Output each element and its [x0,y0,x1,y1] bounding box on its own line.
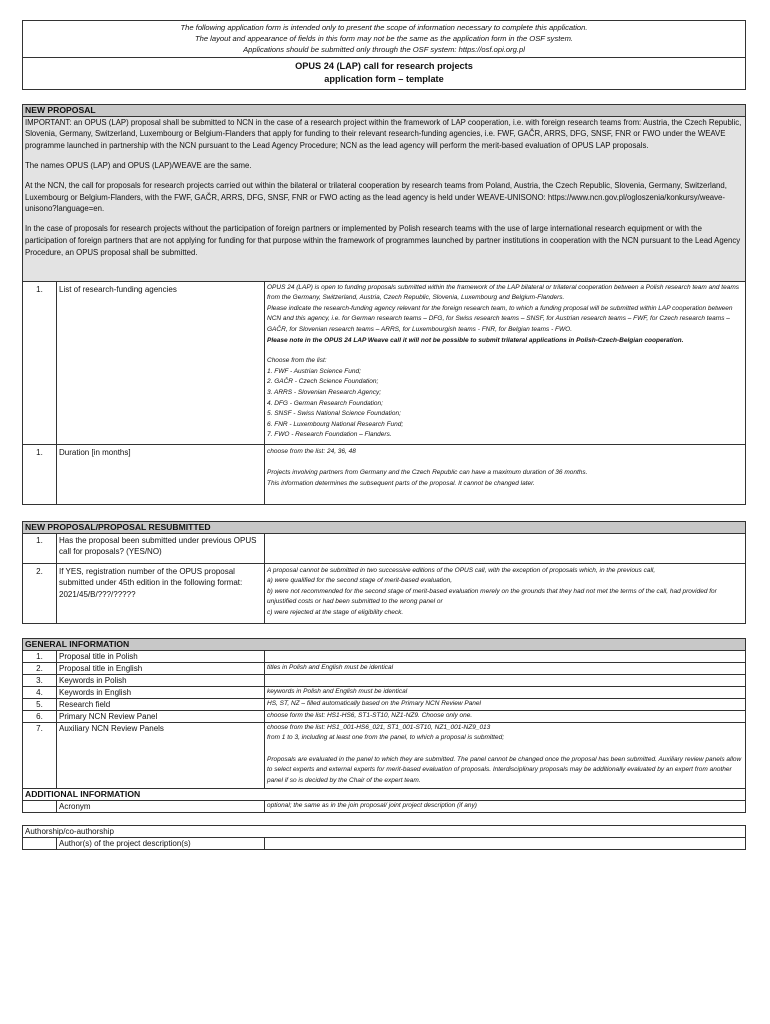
table-row [23,710,746,722]
weave-paragraph: At the NCN, the call for proposals for research projects carried out within the bilateral or trilateral cooperation by research teams from Poland, Austria, the Czech Republic, Slovenia, Germany, Switzerland, Luxembourg or Belgium-Flanders, with the FWF, GAČR, ARRS, DFG, SNSF, FNR or FWO acting as the lead agency is held under WEAVE-UNISONO: https://www.ncn.gov.pl/ogloszenia/konkursy/weave-unisono?language=en. [25,180,727,214]
table-row [23,563,746,623]
form-subtitle-line: application form – template [324,73,444,84]
row-number: 3. [23,674,57,686]
list-item: 1. FWF - Austrian Science Fund; [267,367,361,375]
row-label: Author(s) of the project description(s) [57,837,265,849]
form-header [22,20,746,90]
row-number: 1. [23,444,57,504]
keywords-english-field[interactable]: keywords in Polish and English must be identical [265,686,746,698]
row-number [23,800,57,812]
row-label: Proposal title in Polish [57,650,265,662]
table-row [23,722,746,788]
row-label: Acronym [57,800,265,812]
auxiliary-panels-field[interactable] [265,722,746,788]
row-number: 2. [23,662,57,674]
trilateral-warning: Please note in the OPUS 24 LAP Weave call it will not be possible to submit trilateral applications in Polish-Czech-Belgian cooperation. [267,336,684,344]
note-text: b) were not recommended for the second stage of merit-based evaluation merely on the grounds that they had not met the terms of the call, had provided for unjustified costs or had been submitted to the wrong panel or [267,587,717,606]
row-label-format: 2021/45/B/???/????? [59,589,136,599]
table-row [23,281,746,444]
list-item: 4. DFG - German Research Foundation; [267,399,383,407]
application-form [22,20,746,850]
note-text: Projects involving partners from Germany and the Czech Republic can have a maximum duration of 36 months. [267,469,588,477]
row-number: 1. [23,650,57,662]
acronym-field[interactable]: optional; the same as in the join proposal/ joint project description (if any) [265,800,746,812]
row-label: Keywords in Polish [57,674,265,686]
authors-field[interactable] [265,837,746,849]
table-row [23,686,746,698]
important-notice [23,116,746,281]
table-row [23,444,746,504]
list-item: 3. ARRS - Slovenian Research Agency; [267,388,382,396]
note-text: a) were qualified for the second stage of merit-based evaluation, [267,577,452,585]
note-text: Please indicate the research-funding agency relevant for the foreign research team, to which a funding proposal will be submitted within LAP cooperation between NCN and this agency, i.e. for German research teams – DFG, for Swiss research teams – SNSF, for Austrian research teams – FWF, for Czech research teams – GAČR, for Slovenian research teams – ARRS, for Luxembourgish teams - FNR, for Belgian teams - FWO. [267,304,733,333]
form-title [23,57,746,89]
row-label-text: If YES, registration number of the OPUS proposal submitted under 45th edition in the following format: [59,566,243,588]
note-text: from 1 to 3, including at least one from the panel, to which a proposal is submitted; [267,734,505,742]
note-text: OPUS 24 (LAP) is open to funding proposals submitted within the framework of the LAP bilateral or trilateral cooperation between a Polish research team and teams from the Germany, Switzerland, Austria, Czech Republic, Slovenia, Luxembourg and Belgium-Flanders. [267,283,739,302]
table-row [23,650,746,662]
osf-notice [23,21,746,58]
resubmitted-yes-no-field[interactable] [265,533,746,563]
section-heading: ADDITIONAL INFORMATION [23,788,746,800]
table-row [23,837,746,849]
notice-line: The layout and appearance of fields in this form may not be the same as the application form in the OSF system. [194,34,574,44]
important-paragraph: IMPORTANT: an OPUS (LAP) proposal shall be submitted to NCN in the case of a research project within the framework of LAP cooperation, i.e. with foreign research teams from: Austria, the Czech Republic, Slovenia, Germany, Switzerland, Luxembourg or Belgium-Flanders that apply for funding to their relevant research-funding agencies, i.e. FWF, GAČR, ARRS, DFG, SNSF, FNR or FWO under the WEAVE programme launched in partnership with the NCN pursuant to the Lead Agency Procedure; NCN as the lead agency will perform the merit-based evaluation of OPUS LAP proposals. [25,117,742,151]
list-item: 5. SNSF - Swiss National Science Foundation; [267,410,401,418]
row-number: 7. [23,722,57,788]
row-number: 5. [23,698,57,710]
row-label: List of research-funding agencies [57,281,265,444]
row-number: 1. [23,281,57,444]
resubmitted-section [22,521,746,624]
primary-panel-field[interactable]: choose form the list: HS1-HS6, ST1-ST10, NZ1-NZ9. Choose only one. [265,710,746,722]
general-information-section [22,638,746,813]
row-number: 1. [23,533,57,563]
note-text: Proposals are evaluated in the panel to which they are submitted. The panel cannot be changed once the proposal has been submitted. Auxiliary review panels allow to select experts and external experts for merit-based evaluation of proposals. Interdisciplinary proposals may be additionally evaluated by an expert from another panel if so is decided by the Chair of the expert team. [267,755,742,785]
table-row [23,698,746,710]
row-label: Proposal title in English [57,662,265,674]
title-polish-field[interactable] [265,650,746,662]
row-label: Has the proposal been submitted under previous OPUS call for proposals? (YES/NO) [57,533,265,563]
research-field-field[interactable]: HS, ST, NZ – filled automatically based on the Primary NCN Review Panel [265,698,746,710]
section-heading: Authorship/co-authorship [23,825,746,837]
section-heading: GENERAL INFORMATION [23,638,746,650]
keywords-polish-field[interactable] [265,674,746,686]
row-label: Duration [in months] [57,444,265,504]
agency-select-field[interactable] [265,281,746,444]
choose-label: Choose from the list: [267,357,327,365]
note-text: This information determines the subsequent parts of the proposal. It cannot be changed later. [267,480,535,488]
note-text: choose from the list: 24, 36, 48 [267,447,356,455]
table-row [23,662,746,674]
opus-paragraph: In the case of proposals for research projects without the participation of foreign partners or implemented by Polish research teams with the use of large international research equipment or with the participation of foreign partners that are not applying for funding for that purpose within the framework of programmes launched by partner institutions in cooperation with the NCN pursuant to the Lead Agency Procedure, an OPUS proposal shall be submitted. [25,224,741,257]
new-proposal-section [22,104,746,505]
form-title-line: OPUS 24 (LAP) call for research projects [295,60,473,71]
notice-line: Applications should be submitted only through the OSF system: https://osf.opi.org.pl [243,45,525,55]
names-paragraph: The names OPUS (LAP) and OPUS (LAP)/WEAVE are the same. [25,161,252,170]
row-number: 6. [23,710,57,722]
section-heading: NEW PROPOSAL [23,104,746,116]
title-english-field[interactable]: titles in Polish and English must be identical [265,662,746,674]
list-item: 2. GAČR - Czech Science Foundation; [267,378,379,386]
table-row [23,674,746,686]
table-row [23,800,746,812]
row-label: Keywords in English [57,686,265,698]
registration-number-field[interactable] [265,563,746,623]
list-item: 7. FWO - Research Foundation – Flanders. [267,431,392,439]
section-heading: NEW PROPOSAL/PROPOSAL RESUBMITTED [23,521,746,533]
duration-select-field[interactable] [265,444,746,504]
row-number: 2. [23,563,57,623]
row-label [57,563,265,623]
row-label: Research field [57,698,265,710]
row-number [23,837,57,849]
authorship-section [22,825,746,850]
table-row [23,533,746,563]
row-number: 4. [23,686,57,698]
note-text: A proposal cannot be submitted in two successive editions of the OPUS call, with the exception of proposals which, in the previous call, [267,566,656,574]
notice-line: The following application form is intended only to present the scope of information necessary to complete this application. [180,23,588,32]
note-text: c) were rejected at the stage of eligibility check. [267,609,404,617]
row-label: Primary NCN Review Panel [57,710,265,722]
row-label: Auxiliary NCN Review Panels [57,722,265,788]
note-text: choose from the list: HS1_001-HS6_021, ST1_001-ST10, NZ1_001-NZ9_013 [267,723,491,731]
list-item: 6. FNR - Luxembourg National Research Fund; [267,420,404,428]
